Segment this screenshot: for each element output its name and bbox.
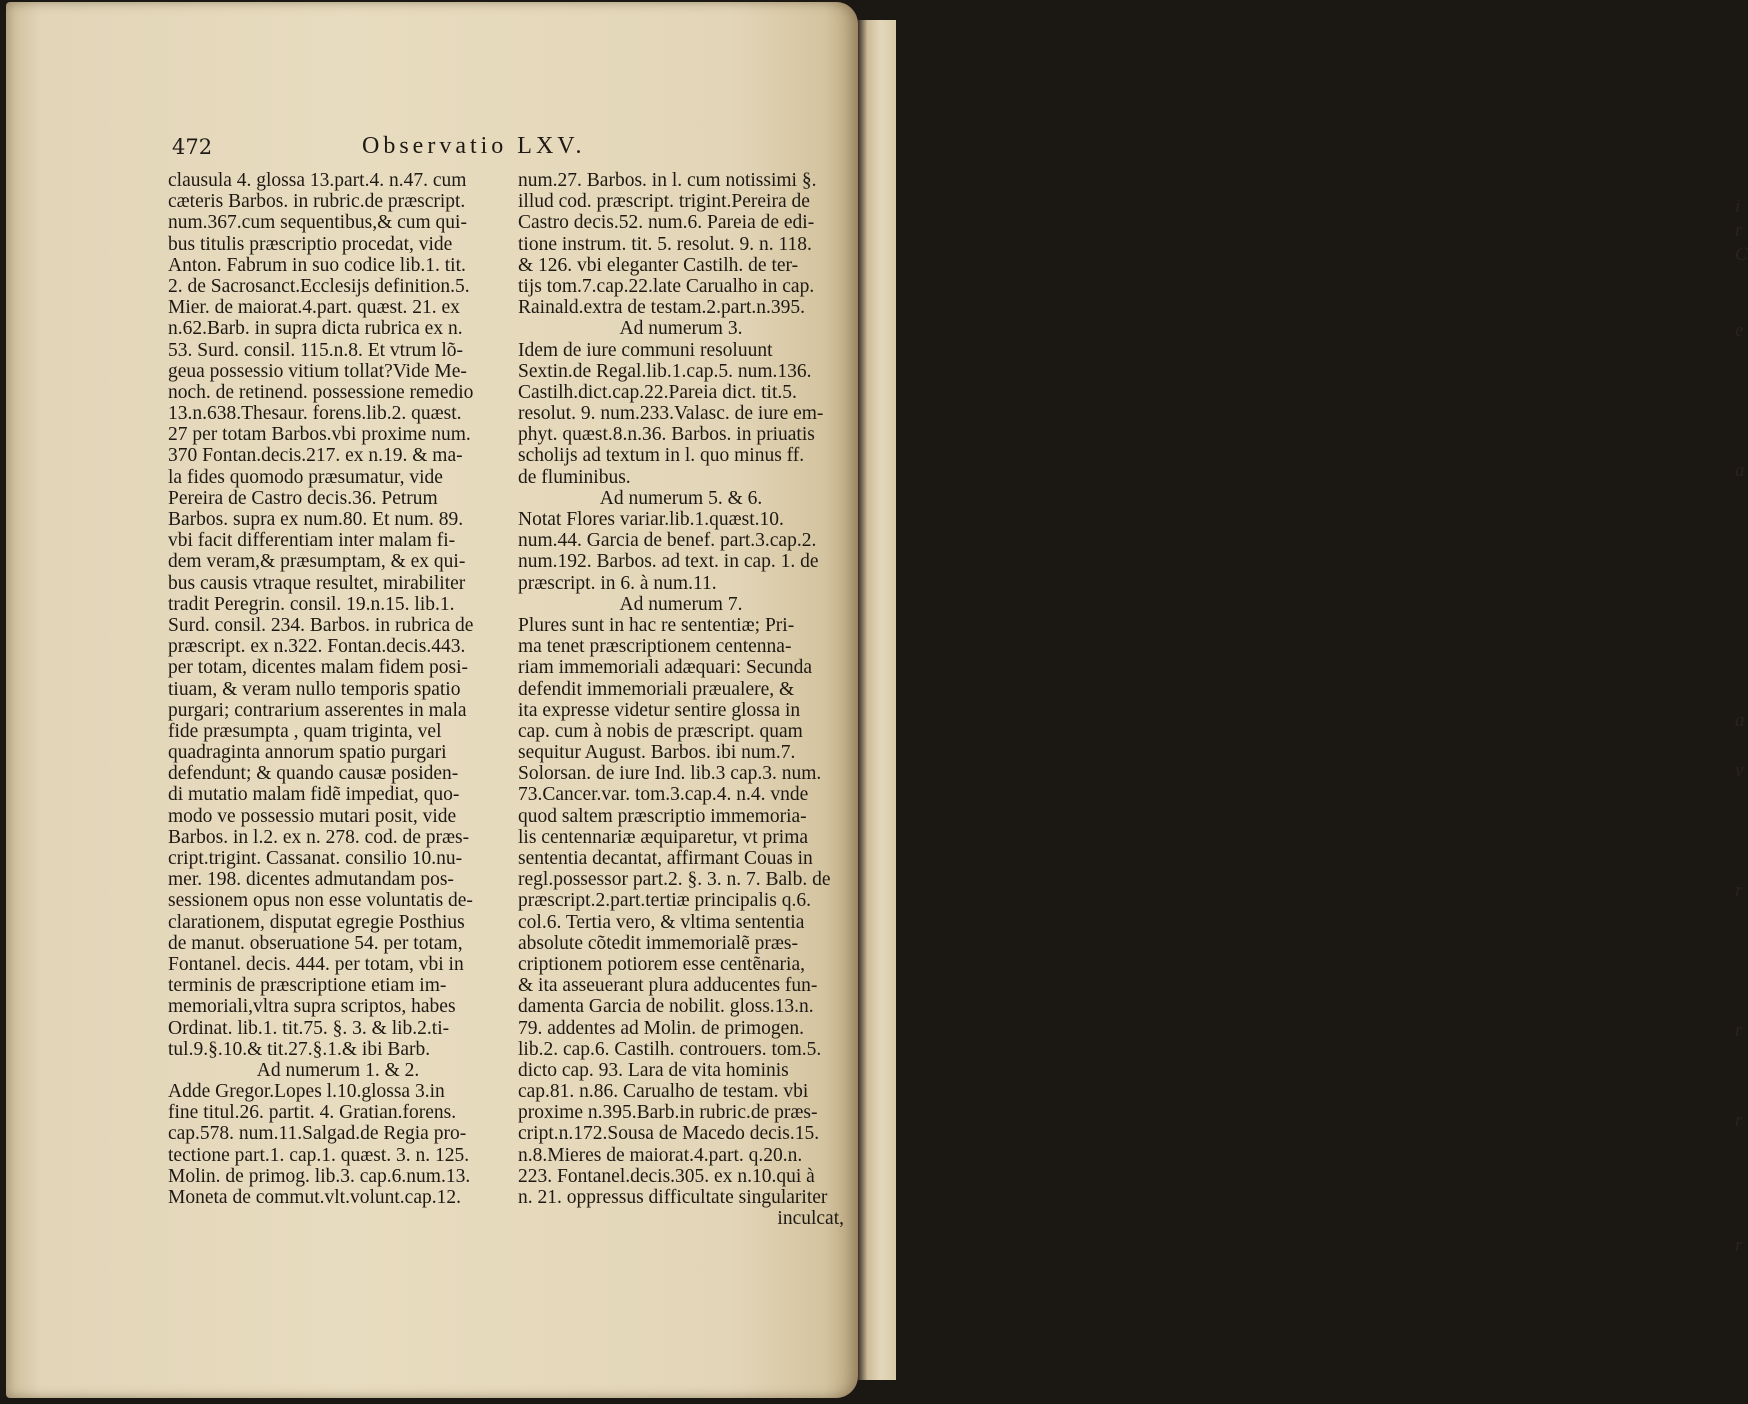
text-line: Plures sunt in hac re sententiæ; Pri- <box>518 614 795 636</box>
text-line: scholijs ad textum in l. quo minus ff. <box>518 445 805 467</box>
text-line: Moneta de commut.vlt.volunt.cap.12. <box>168 1187 461 1208</box>
edge-letter: r <box>1735 1235 1743 1256</box>
text-line: purgari; contrarium asserentes in mala <box>168 699 467 721</box>
text-line: 53. Surd. consil. 115.n.8. Et vtrum lõ- <box>168 339 464 361</box>
text-line: tectione part.1. cap.1. quæst. 3. n. 125. <box>168 1144 470 1166</box>
edge-letter: i <box>1735 196 1741 217</box>
text-line: 73.Cancer.var. tom.3.cap.4. n.4. vnde <box>518 784 809 806</box>
edge-letter: r <box>1735 1020 1743 1041</box>
section-heading: Ad numerum 5. & 6. <box>599 487 763 509</box>
section-heading: Ad numerum 7. <box>619 593 743 615</box>
text-line: Ordinat. lib.1. tit.75. §. 3. & lib.2.ti- <box>168 1017 450 1039</box>
text-line: damenta Garcia de nobilit. gloss.13.n. <box>518 996 814 1018</box>
text-line: 370 Fontan.decis.217. ex n.19. & ma- <box>168 445 463 467</box>
text-line: cæteris Barbos. in rubric.de præscript. <box>168 191 466 213</box>
text-line: Castilh.dict.cap.22.Pareia dict. tit.5. <box>518 381 797 403</box>
text-line: tradit Peregrin. consil. 19.n.15. lib.1. <box>168 593 455 615</box>
text-line: resolut. 9. num.233.Valasc. de iure em- <box>518 403 824 425</box>
text-line: 27 per totam Barbos.vbi proxime num. <box>168 424 471 446</box>
text-line: riam immemoriali adæquari: Secunda <box>518 657 813 679</box>
text-line: sententia decantat, affirmant Couas in <box>518 848 813 869</box>
text-line: de fluminibus. <box>518 466 631 488</box>
text-line: cap.81. n.86. Carualho de testam. vbi <box>518 1081 809 1103</box>
text-line: proxime n.395.Barb.in rubric.de præs- <box>518 1102 818 1124</box>
text-line: num.27. Barbos. in l. cum notissimi §. <box>518 170 817 191</box>
text-line: num.44. Garcia de benef. part.3.cap.2. <box>518 530 817 552</box>
next-page-edge <box>858 20 1748 1380</box>
text-line: præscript.2.part.tertiæ principalis q.6. <box>518 890 811 912</box>
right-text-column <box>518 170 844 1229</box>
text-line: cap. cum à nobis de præscript. quam <box>518 720 803 742</box>
edge-letter: a <box>1735 710 1745 731</box>
text-line: di mutatio malam fidẽ impediat, quo- <box>168 784 460 806</box>
text-line: cap.578. num.11.Salgad.de Regia pro- <box>168 1123 467 1145</box>
text-line: Barbos. supra ex num.80. Et num. 89. <box>168 509 464 530</box>
text-line: num.192. Barbos. ad text. in cap. 1. de <box>518 551 819 573</box>
edge-letter: r <box>1735 1110 1743 1131</box>
text-line: illud cod. præscript. trigint.Pereira de <box>518 191 810 213</box>
text-line: tione instrum. tit. 5. resolut. 9. n. 118. <box>518 233 812 255</box>
edge-letter: r <box>1735 220 1743 241</box>
text-line: Sextin.de Regal.lib.1.cap.5. num.136. <box>518 360 812 382</box>
section-heading: Ad numerum 1. & 2. <box>256 1059 420 1081</box>
left-text-column <box>168 170 508 1208</box>
text-line: lib.2. cap.6. Castilh. controuers. tom.5. <box>518 1038 822 1060</box>
text-line: clausula 4. glossa 13.part.4. n.47. cum <box>168 170 467 191</box>
text-line: mer. 198. dicentes admutandam pos- <box>168 869 454 891</box>
text-line: cript.trigint. Cassanat. consilio 10.nu- <box>168 848 463 869</box>
text-line: bus causis vtraque resultet, mirabiliter <box>168 572 466 594</box>
edge-letter: r <box>1735 880 1743 901</box>
text-line: memoriali,vltra supra scriptos, habes <box>168 996 456 1018</box>
text-line: col.6. Tertia vero, & vltima sententia <box>518 911 805 933</box>
text-line: sequitur August. Barbos. ibi num.7. <box>518 742 796 764</box>
text-line: & ita asseuerant plura adducentes fun- <box>518 975 818 997</box>
text-line: tiuam, & veram nullo temporis spatio <box>168 678 461 700</box>
text-line: terminis de præscriptione etiam im- <box>168 975 447 997</box>
text-line: de manut. obseruatione 54. per totam, <box>168 932 463 954</box>
edge-letter: v <box>1735 760 1744 781</box>
edge-letter: a <box>1735 460 1745 481</box>
text-line: quadraginta annorum spatio purgari <box>168 742 447 764</box>
text-line: regl.possessor part.2. §. 3. n. 7. Balb. de <box>518 869 831 891</box>
section-heading: Ad numerum 3. <box>619 318 743 340</box>
book-page <box>6 2 858 1398</box>
text-line: n. 21. oppressus difficultate singulariter <box>518 1187 828 1208</box>
text-line: ma tenet præscriptionem centenna- <box>518 636 792 658</box>
text-line: inculcat, <box>777 1208 844 1230</box>
text-line: dem veram,& præsumptam, & ex qui- <box>168 551 466 573</box>
text-line: præscript. ex n.322. Fontan.decis.443. <box>168 636 466 658</box>
page-number: 472 <box>172 135 213 159</box>
text-line: criptionem potiorem esse centẽnaria, <box>518 953 805 975</box>
text-line: 223. Fontanel.decis.305. ex n.10.qui à <box>518 1165 815 1187</box>
text-line: bus titulis præscriptio procedat, vide <box>168 233 453 255</box>
text-line: dicto cap. 93. Lara de vita hominis <box>518 1059 789 1081</box>
text-line: la fides quomodo præsumatur, vide <box>168 466 443 488</box>
text-line: tijs tom.7.cap.22.late Carualho in cap. <box>518 275 815 297</box>
text-line: Pereira de Castro decis.36. Petrum <box>168 487 438 509</box>
running-head: Observatio LXV. <box>362 133 586 159</box>
text-line: clarationem, disputat egregie Posthius <box>168 911 465 933</box>
text-line: 2. de Sacrosanct.Ecclesijs definition.5. <box>168 275 470 297</box>
text-line: Solorsan. de iure Ind. lib.3 cap.3. num. <box>518 763 822 785</box>
text-line: Barbos. in l.2. ex n. 278. cod. de præs- <box>168 826 470 848</box>
text-line: Surd. consil. 234. Barbos. in rubrica de <box>168 614 474 636</box>
text-line: lis centennariæ æquiparetur, vt prima <box>518 826 809 848</box>
text-line: Molin. de primog. lib.3. cap.6.num.13. <box>168 1165 471 1187</box>
text-line: ita expresse videtur sentire glossa in <box>518 699 801 721</box>
text-line: & 126. vbi eleganter Castilh. de ter- <box>518 254 799 276</box>
text-line: noch. de retinend. possessione remedio <box>168 381 474 403</box>
text-line: phyt. quæst.8.n.36. Barbos. in priuatis <box>518 424 815 446</box>
text-line: Fontanel. decis. 444. per totam, vbi in <box>168 953 464 975</box>
text-line: n.62.Barb. in supra dicta rubrica ex n. <box>168 318 463 340</box>
text-line: geua possessio vitium tollat?Vide Me- <box>168 360 467 382</box>
text-line: fide præsumpta , quam triginta, vel <box>168 720 442 742</box>
text-line: defendunt; & quando causæ posiden- <box>168 763 459 785</box>
edge-letter: e <box>1735 320 1744 341</box>
text-line: Rainald.extra de testam.2.part.n.395. <box>518 297 805 319</box>
text-line: absolute cõtedit immemorialẽ præs- <box>518 932 798 954</box>
text-line: num.367.cum sequentibus,& cum qui- <box>168 212 467 234</box>
edge-letter: C <box>1735 244 1748 265</box>
text-line: Anton. Fabrum in suo codice lib.1. tit. <box>168 254 466 276</box>
text-line: modo ve possessio mutari posit, vide <box>168 805 457 827</box>
text-line: vbi facit differentiam inter malam fi- <box>168 530 456 552</box>
text-line: n.8.Mieres de maiorat.4.part. q.20.n. <box>518 1144 803 1166</box>
text-line: per totam, dicentes malam fidem posi- <box>168 657 468 679</box>
text-line: cript.n.172.Sousa de Macedo decis.15. <box>518 1123 820 1145</box>
text-line: sessionem opus non esse voluntatis de- <box>168 890 473 912</box>
text-line: Adde Gregor.Lopes l.10.glossa 3.in <box>168 1081 445 1103</box>
text-line: tul.9.§.10.& tit.27.§.1.& ibi Barb. <box>168 1038 431 1060</box>
text-line: Castro decis.52. num.6. Pareia de edi- <box>518 212 815 234</box>
text-line: 79. addentes ad Molin. de primogen. <box>518 1017 804 1039</box>
text-line: quod saltem præscriptio immemoria- <box>518 805 807 827</box>
text-line: Mier. de maiorat.4.part. quæst. 21. ex <box>168 297 460 319</box>
text-line: fine titul.26. partit. 4. Gratian.forens. <box>168 1102 457 1124</box>
text-line: Idem de iure communi resoluunt <box>518 339 773 361</box>
text-line: præscript. in 6. à num.11. <box>518 572 717 594</box>
text-line: defendit immemoriali præualere, & <box>518 678 795 700</box>
text-line: Notat Flores variar.lib.1.quæst.10. <box>518 509 784 530</box>
text-line: 13.n.638.Thesaur. forens.lib.2. quæst. <box>168 403 462 425</box>
